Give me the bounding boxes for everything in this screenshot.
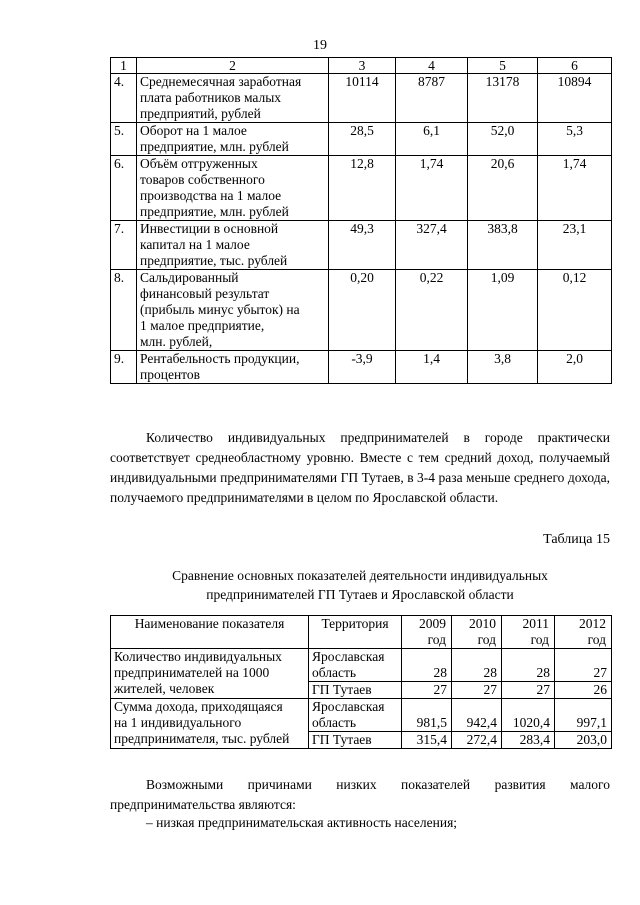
header-indicator-name: Наименование показателя: [111, 616, 309, 649]
value-cell: 1020,4: [502, 699, 555, 732]
value-cell: 0,22: [396, 270, 468, 351]
value-cell: 28,5: [329, 123, 396, 156]
value-cell: 52,0: [468, 123, 538, 156]
value-cell: 942,4: [452, 699, 502, 732]
indicator-name: Оборот на 1 малое предприятие, млн. рублей: [137, 123, 329, 156]
value-cell: 8787: [396, 74, 468, 123]
indicator-name: Объём отгруженных товаров собственного производства на 1 малое предприятие, млн. рублей: [137, 156, 329, 221]
value-cell: 1,4: [396, 351, 468, 384]
value-cell: 315,4: [402, 732, 452, 749]
value-cell: 1,74: [396, 156, 468, 221]
table2-header-row: [111, 616, 612, 649]
value-cell: 981,5: [402, 699, 452, 732]
value-cell: 27: [402, 682, 452, 699]
table-row: [111, 649, 612, 682]
table-title: [110, 566, 610, 604]
table1-header-row: [111, 58, 612, 74]
value-cell: 0,20: [329, 270, 396, 351]
indicator-name: Среднемесячная заработная плата работников малых предприятий, рублей: [137, 74, 329, 123]
header-year: 2012 год: [555, 616, 612, 649]
table-row: [111, 156, 612, 221]
value-cell: 997,1: [555, 699, 612, 732]
table-row: [111, 270, 612, 351]
row-number: 8.: [111, 270, 137, 351]
value-cell: 10114: [329, 74, 396, 123]
table-title-line: предпринимателей ГП Тутаев и Ярославской области: [206, 587, 514, 602]
value-cell: 383,8: [468, 221, 538, 270]
row-number: 6.: [111, 156, 137, 221]
value-cell: 203,0: [555, 732, 612, 749]
header-year: 2011 год: [502, 616, 555, 649]
value-cell: 26: [555, 682, 612, 699]
row-number: 9.: [111, 351, 137, 384]
value-cell: 1,09: [468, 270, 538, 351]
indicator-name: Количество индивидуальных предпринимателей на 1000 жителей, человек: [111, 649, 309, 699]
paragraph-text: Количество индивидуальных предпринимателей в городе практически соответствует среднеобластному уровню. Вместе с тем средний доход, получаемый индивидуальными предпринимателями ГП Тутаев, в 3-4 раза меньше среднего дохода, получаемого предпринимателями в целом по Ярославской области.: [110, 430, 610, 505]
value-cell: 13178: [468, 74, 538, 123]
territory-cell: Ярославская область: [309, 649, 402, 682]
value-cell: 12,8: [329, 156, 396, 221]
territory-cell: Ярославская область: [309, 699, 402, 732]
value-cell: 27: [555, 649, 612, 682]
table1-header-cell: 6: [538, 58, 612, 74]
table1-header-cell: 2: [137, 58, 329, 74]
indicator-name: Инвестиции в основной капитал на 1 малое предприятие, тыс. рублей: [137, 221, 329, 270]
table-row: [111, 351, 612, 384]
table1-header-cell: 5: [468, 58, 538, 74]
value-cell: 0,12: [538, 270, 612, 351]
value-cell: 1,74: [538, 156, 612, 221]
row-number: 5.: [111, 123, 137, 156]
header-territory: Территория: [309, 616, 402, 649]
comparison-table: [110, 615, 612, 749]
row-number: 4.: [111, 74, 137, 123]
value-cell: -3,9: [329, 351, 396, 384]
paragraph-individual-entrepreneurs: [110, 428, 610, 508]
table-row: [111, 74, 612, 123]
bullet-item: – низкая предпринимательская активность населения;: [146, 815, 458, 830]
table-row: [111, 221, 612, 270]
header-year: 2010 год: [452, 616, 502, 649]
value-cell: 3,8: [468, 351, 538, 384]
table-title-line: Сравнение основных показателей деятельности индивидуальных: [172, 568, 548, 583]
value-cell: 28: [402, 649, 452, 682]
value-cell: 283,4: [502, 732, 555, 749]
value-cell: 23,1: [538, 221, 612, 270]
value-cell: 6,1: [396, 123, 468, 156]
indicators-table-continued: [110, 57, 612, 384]
table1-header-cell: 4: [396, 58, 468, 74]
paragraph-causes: [110, 775, 610, 815]
table1-header-cell: 1: [111, 58, 137, 74]
value-cell: 20,6: [468, 156, 538, 221]
indicator-name: Сальдированный финансовый результат (прибыль минус убыток) на 1 малое предприятие, млн. рублей,: [137, 270, 329, 351]
territory-cell: ГП Тутаев: [309, 682, 402, 699]
table-row: [111, 123, 612, 156]
territory-cell: ГП Тутаев: [309, 732, 402, 749]
table-row: [111, 699, 612, 732]
value-cell: 5,3: [538, 123, 612, 156]
value-cell: 49,3: [329, 221, 396, 270]
value-cell: 28: [452, 649, 502, 682]
page-number: 19: [313, 38, 327, 53]
indicator-name: Сумма дохода, приходящаяся на 1 индивидуального предпринимателя, тыс. рублей: [111, 699, 309, 749]
table1-header-cell: 3: [329, 58, 396, 74]
value-cell: 27: [452, 682, 502, 699]
paragraph-text: Возможными причинами низких показателей развития малого предпринимательства являются:: [110, 777, 610, 812]
indicator-name: Рентабельность продукции, процентов: [137, 351, 329, 384]
value-cell: 27: [502, 682, 555, 699]
header-year: 2009 год: [402, 616, 452, 649]
value-cell: 327,4: [396, 221, 468, 270]
value-cell: 272,4: [452, 732, 502, 749]
row-number: 7.: [111, 221, 137, 270]
table-label: Таблица 15: [543, 532, 610, 547]
value-cell: 10894: [538, 74, 612, 123]
value-cell: 2,0: [538, 351, 612, 384]
value-cell: 28: [502, 649, 555, 682]
